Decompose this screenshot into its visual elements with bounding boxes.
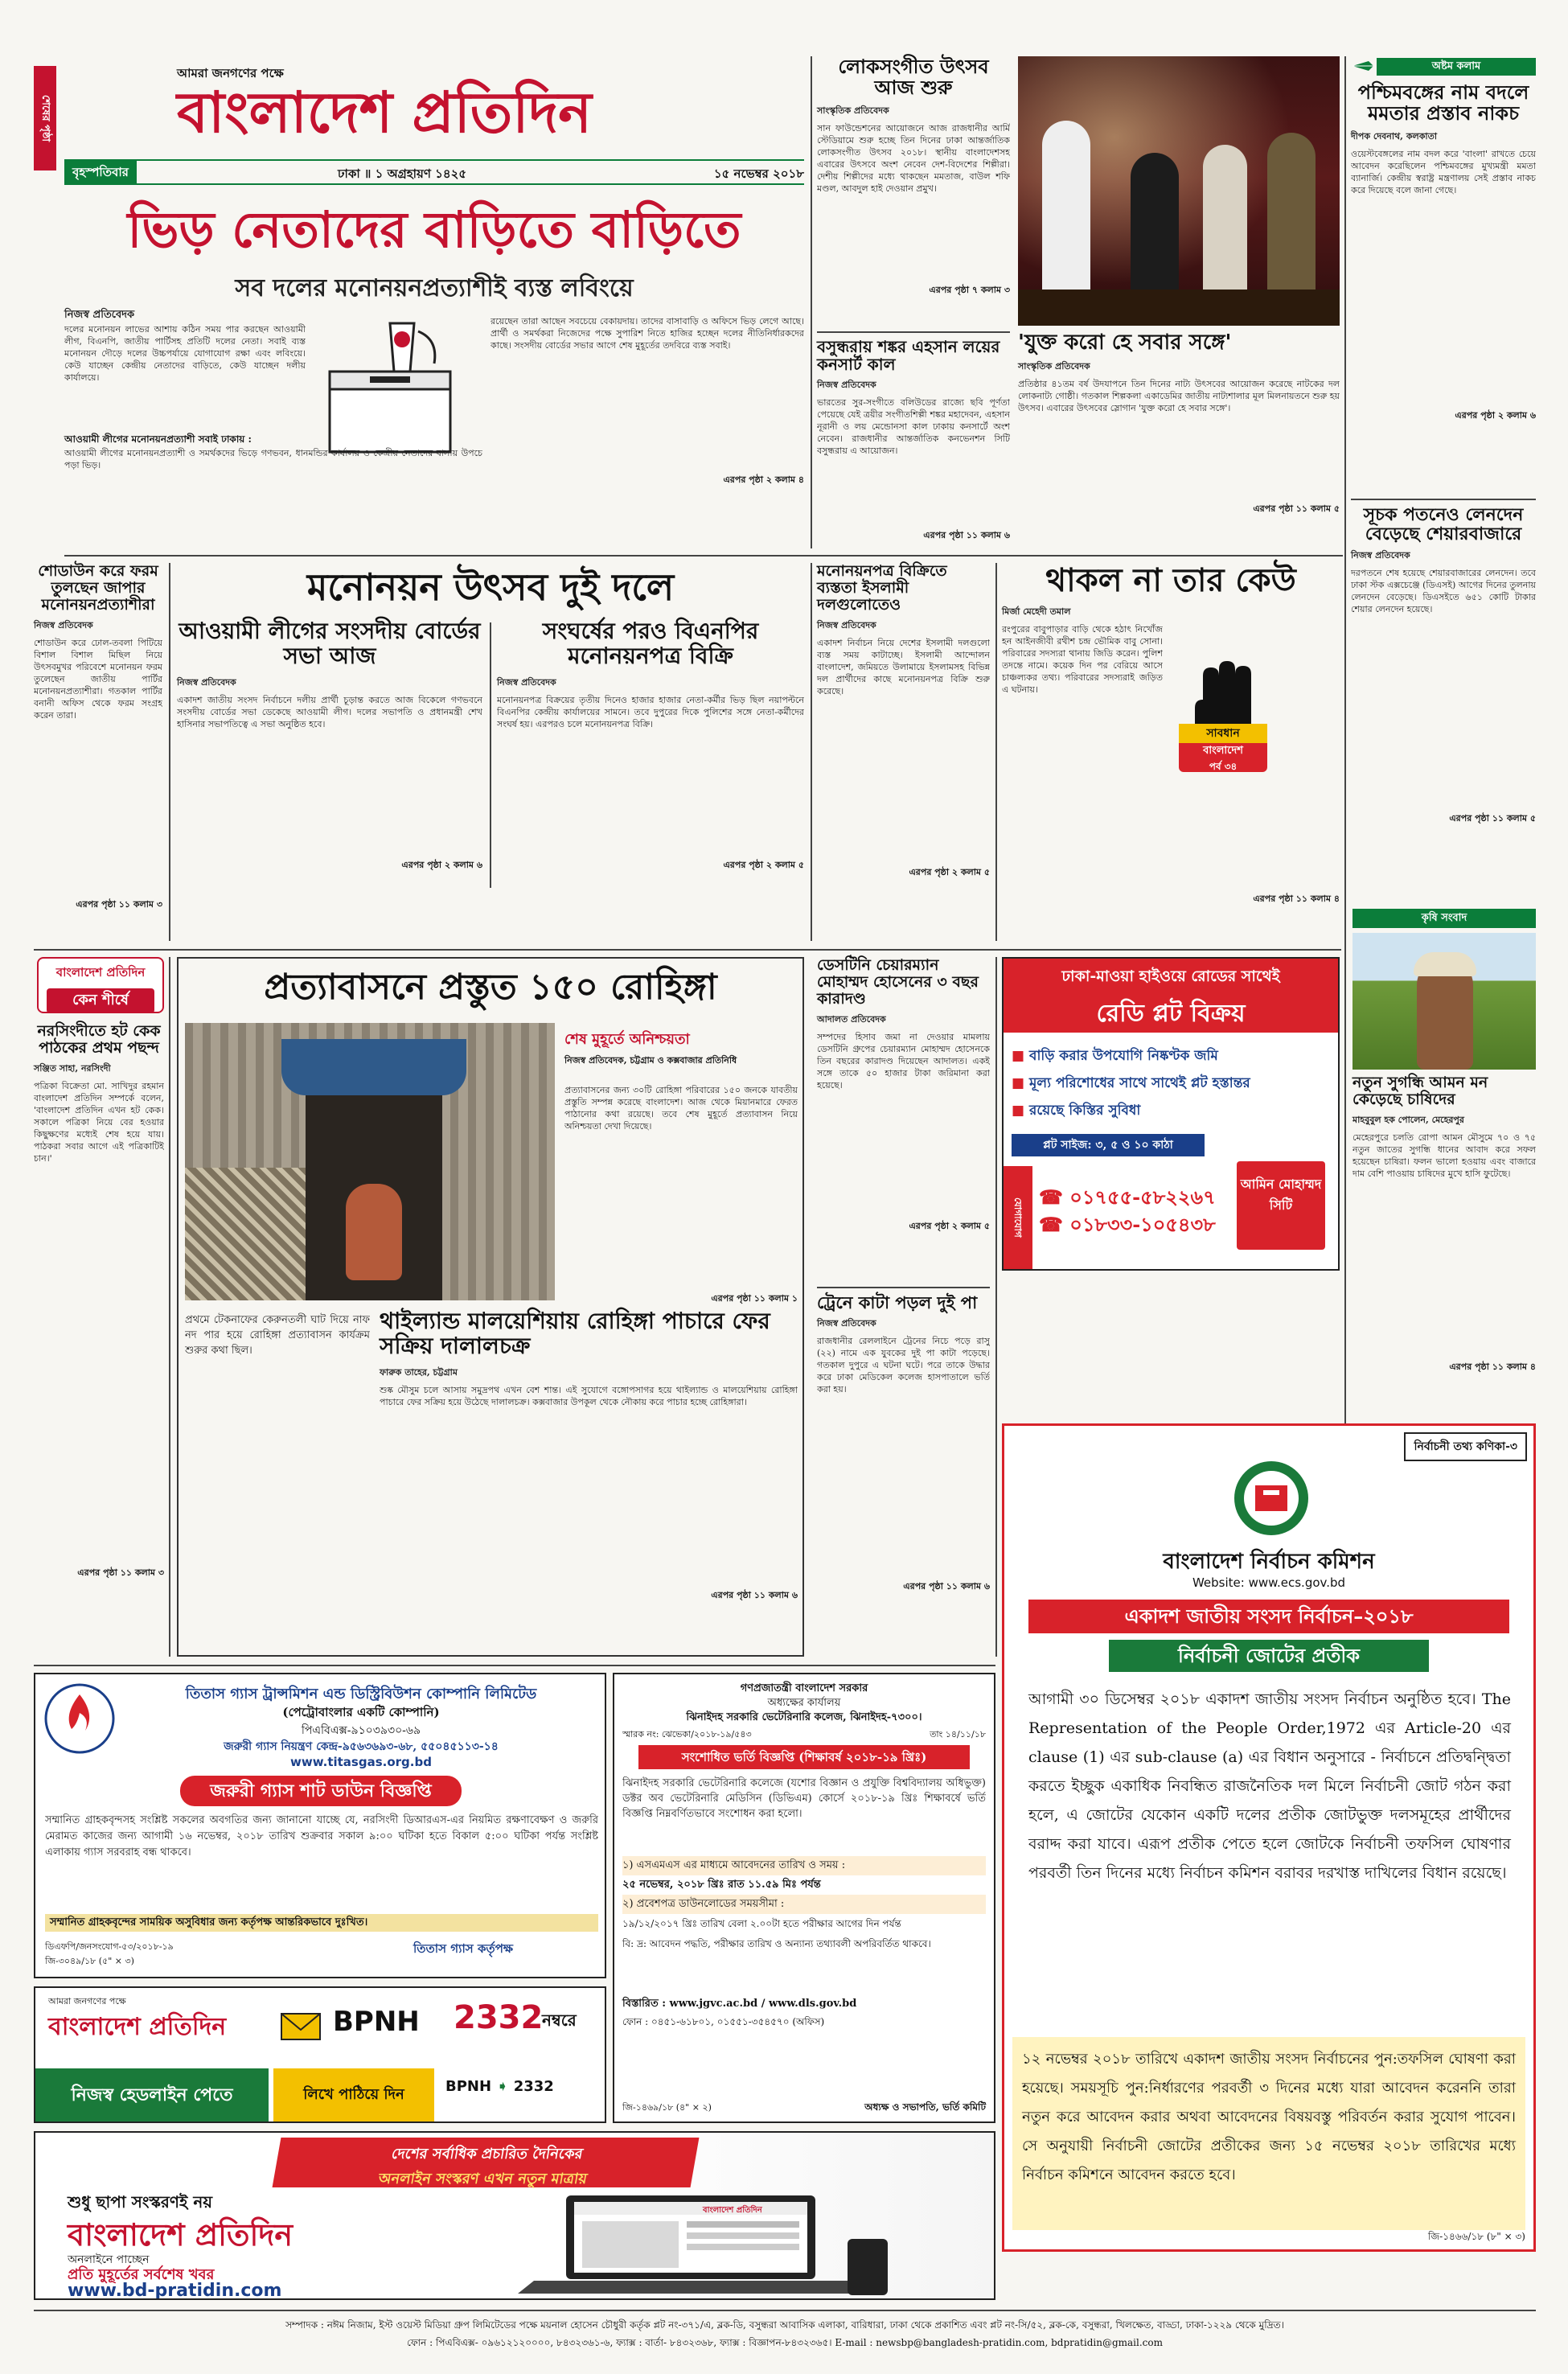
ec-code: জি-১৪৬৬/১৮ (৮" × ৩) [1428, 2231, 1525, 2242]
titas-code1: ডিএফপি/জনসংযোগ-৫৩/২০১৮-১৯ [45, 1941, 174, 1952]
showdown-body: শোডাউন করে ঢোল-তবলা পিটিয়ে বিশাল বিশাল মিছিল নিয়ে উৎসবমুখর পরিবেশে মনোনয়ন ফরম তুলেছেন জাতীয় পার্টির মনোনয়নপ্রত্যাশীরা। গতকাল পার্টির বনানী অফিস থেকে ফরম সংগ্রহ করেন তারা। [34, 637, 162, 721]
titas-body: সম্মানিত গ্রাহকবৃন্দসহ সংশ্লিষ্ট সকলের অবগতির জন্য জানানো যাচ্ছে যে, নরসিংদী ডিআরএস-এর নিয়মিত রক্ষণাবেক্ষণ ও জরুরি মেরামত কাজের জন্য আগামী ১৬ নভেম্বর, ২০১৮ তারিখ শুক্রবার সকাল ৯:০০ ঘটিকা হতে বিকাল ৫:০০ ঘটিকা পর্যন্ত সংশ্লিষ্ট এলাকায় গ্যাস সরবরাহ বন্ধ থাকবে। [45, 1814, 598, 1859]
jukto-cont: এরপর পৃষ্ঠা ১১ কলাম ৫ [1253, 503, 1340, 514]
jh-office: অধ্যক্ষের কার্যালয় [767, 1697, 841, 1709]
laptop-screen-logo: বাংলাদেশ প্রতিদিন [703, 2206, 762, 2215]
ballot-illustration [314, 315, 482, 460]
titas-pabx: পিএবিএক্স-৯১০৩৯৩০-৬৯ [301, 1724, 421, 1737]
jh-rows: ১) এসএমএস এর মাধ্যমে আবেদনের তারিখ ও সময় : ২৫ নভেম্বর, ২০১৮ খ্রিঃ রাত ১১.৫৯ মিঃ পর্যন্ত ২) প্রবেশপত্র ডাউনলোডের সময়সীমা : ১৯/১২/২০১৭ খ্রিঃ তারিখ বেলা ২.০০টা হতে পরীক্ষার আগের দিন পর্যন্ত বি: দ্র: আবেদন পদ্ধতি, পরীক্ষার তারিখ ও অন্যান্য তথ্যাবলী অপরিবর্তিত থাকবে। [622, 1856, 986, 1951]
actor-figure-3 [1203, 145, 1247, 298]
festival-block [177, 563, 804, 949]
story-westbengal [1351, 82, 1536, 452]
day: বৃহস্পতিবার [64, 161, 137, 183]
date: ১৫ নভেম্বর ২০১৮ [713, 166, 804, 181]
agri-section: কৃষি সংবাদ [1353, 909, 1536, 928]
rohingya-block [177, 957, 804, 1657]
plot-phones: ☎ ০১৭৫৫-৫৮২২৬৭ ☎ ০১৮৩৩-১০৫৪৩৮ [1039, 1185, 1216, 1236]
jh-date: তাং ১৪/১১/১৮ [930, 1729, 986, 1739]
lead-sublabel: আওয়ামী লীগের মনোনয়নপ্রত্যাশী সবাই ঢাকায় : [64, 433, 252, 445]
westbengal-byline: দীপক দেবনাথ, কলকাতা [1351, 130, 1438, 142]
titas-sub: (পেট্রোবাংলার একটি কোম্পানি) [282, 1705, 440, 1719]
narsingdi-cont: এরপর পৃষ্ঠা ১১ কলাম ৩ [77, 1567, 164, 1578]
agri-headline: নতুন সুগন্ধি আমন মন কেড়েছে চাষিদের [1353, 1074, 1488, 1108]
lead-body-2: আওয়ামী লীগের মনোনয়নপ্রত্যাশী ও সমর্থকদের ভিড়ে গণভবন, ধানমন্ডির কার্যালয় ও কেন্দ্রীয় নেতাদের বাসায় উপচে পড়া ভিড়। [64, 448, 482, 470]
agri-body: মেহেরপুরে চলতি রোপা আমন মৌসুমে ৭০ ও ৭৫ নতুন জাতের সুগন্ধি ধানের আবাদ করে সফল হয়েছেন চাষিরা। ফলন ভালো হওয়ায় এবং বাজারে দাম বেশি পাওয়ায় চাষিদের মুখে হাসি ফুটেছে। [1353, 1132, 1536, 1179]
train-headline: ট্রেনে কাটা পড়ল দুই পা [817, 1292, 978, 1312]
phone-icon: ☎ [1039, 1213, 1070, 1236]
titas-sign: তিতাস গ্যাস কর্তৃপক্ষ [413, 1941, 514, 1956]
islami-cont: এরপর পৃষ্ঠা ২ কলাম ৫ [909, 866, 990, 877]
rohingya-caption: প্রথমে টেকনাফের কেরুনতলী ঘাট দিয়ে নাফ নদ পার হয়ে রোহিঙ্গা প্রত্যাবাসন কার্যক্রম শুরুর কথা ছিল। [185, 1314, 370, 1357]
titas-emergency: জরুরী গ্যাস নিয়ন্ত্রণ কেন্দ্র-৯৫৬৩৬৯৩-৬৮, ৫৫০৪৫১১৩-১৪ [224, 1740, 499, 1753]
lokosangeet-cont: এরপর পৃষ্ঠা ৭ কলাম ৩ [929, 284, 1010, 295]
ec-info-tag: নির্বাচনী তথ্য কণিকা-৩ [1404, 1432, 1527, 1461]
thailand-cont: এরপর পৃষ্ঠা ১১ কলাম ৬ [711, 1589, 798, 1600]
ec-org: বাংলাদেশ নির্বাচন কমিশন [1163, 1550, 1375, 1574]
online-logo: বাংলাদেশ প্রতিদিন [68, 2216, 293, 2253]
sharemarket-body: দরপতনে শেষ হয়েছে শেয়ারবাজারের লেনদেন। তবে ঢাকা স্টক এক্সচেঞ্জে (ডিএসই) আগের দিনের তুলনায় লেনদেন বেড়েছে। ডিএসইতে ৬৫১ কোটি টাকার শেয়ার লেনদেন হয়েছে। [1351, 568, 1536, 615]
footer-contact: ফোন : পিএবিএক্স- ০৯৬১২১২০০০০, ৮৪৩২৩৬১-৬, ফ্যাক্স : বার্তা- ৮৪৩২৩৬৮, ফ্যাক্স : বিজ্ঞাপন-৮৪৩২৩৬৫। E-mail : newsbp@bangladesh-pratidin.com, bdpratidin@gmail.com [407, 2337, 1163, 2348]
festival-right-byline: নিজস্ব প্রতিবেদক [497, 676, 556, 688]
destiny-body: সম্পদের হিসাব জমা না দেওয়ার মামলায় ডেসটিনি গ্রুপের চেয়ারম্যান মোহাম্মদ হোসেনকে তিন বছরের কারাদণ্ড দিয়েছেন আদালত। একই সঙ্গে তাকে ৫০ হাজার টাকা জরিমানা করা হয়েছে। [817, 1031, 990, 1090]
drama-photo [1018, 56, 1340, 326]
festival-left-head: আওয়ামী লীগের সংসদীয় বোর্ডের সভা আজ [179, 618, 481, 669]
online-ad [34, 2131, 995, 2300]
hanging-cloth [281, 1039, 466, 1095]
festival-right-cont: এরপর পৃষ্ঠা ২ কলাম ৫ [723, 859, 804, 870]
titas-code2: জি-৩০৪৯/১৮ (৫" × ৩) [45, 1956, 134, 1966]
jhenaidah-ad [613, 1673, 995, 2123]
section-8th-column: অষ্টম কলাম [1377, 58, 1536, 76]
showdown-byline: নিজস্ব প্রতিবেদক [34, 619, 93, 630]
islami-body: একাদশ নির্বাচন নিয়ে দেশের ইসলামী দলগুলো ব্যস্ত সময় কাটাচ্ছে। ইসলামী আন্দোলন বাংলাদেশ, জমিয়তে উলামায়ে ইসলামসহ বিভিন্ন দল প্রার্থীদের কাছে মনোনয়নপত্র বিক্রি শুরু করেছে। [817, 637, 990, 696]
ec-para2: ১২ নভেম্বর ২০১৮ তারিখে একাদশ জাতীয় সংসদ নির্বাচনের পুন:তফসিল ঘোষণা করা হয়েছে। সময়সূচি পুন:নির্ধারণের পরবর্তী ৩ দিনের মধ্যে যারা আবেদন করেননি তারা নতুন করে আবেদন করার অথবা আবেদনের বিষয়বস্তু পরিবর্তন করার সুযোগ পাবেন। সে অনুযায়ী নির্বাচনী জোটের প্রতীকের জন্য ১৫ নভেম্বর ২০১৮ তারিখের মধ্যে নির্বাচন কমিশনে আবেদন করতে হবে। [1012, 2037, 1525, 2230]
festival-right-body: মনোনয়নপত্র বিক্রয়ের তৃতীয় দিনেও হাজার হাজার নেতা-কর্মীর ভিড় ছিল নয়াপল্টনে বিএনপির কেন্দ্রীয় কার্যালয়ের সামনে। তবে দুপুরের দিকে পুলিশের সঙ্গে নেতা-কর্মীদের সংঘর্ষ হয়। এরপরও চলে মনোনয়নপত্র বিক্রি। [497, 694, 804, 729]
logo: বাংলাদেশ প্রতিদিন [177, 79, 592, 146]
westbengal-body: ওয়েস্টবেঙ্গলের নাম বদল করে 'বাংলা' রাখতে চেয়ে আবেদন করেছিলেন পশ্চিমবঙ্গের মুখ্যমন্ত্রী মমতা ব্যানার্জি। কেন্দ্রীয় স্বরাষ্ট্র মন্ত্রণালয় সেই প্রস্তাব নাকচ করে দিয়েছে বলে জানা গেছে। [1351, 148, 1536, 195]
lokosangeet-headline: লোকসংগীত উৎসব আজ শুরু [838, 55, 989, 100]
sharemarket-cont: এরপর পৃষ্ঠা ১১ কলাম ৫ [1449, 813, 1536, 824]
sharemarket-headline: সূচক পতনেও লেনদেন বেড়েছে শেয়ারবাজারে [1363, 504, 1524, 545]
festival-left-body: একাদশ জাতীয় সংসদ নির্বাচনে দলীয় প্রার্থী চূড়ান্ত করতে আজ বিকেলে গণভবনে সংসদীয় বোর্ডের সভা ডেকেছে আওয়ামী লীগ। দলের সভাপতি ও প্রধানমন্ত্রী শেখ হাসিনার সভাপতিত্বে এ সভা অনুষ্ঠিত হবে। [177, 694, 482, 729]
jukto-body: প্রতিষ্ঠার ৪১তম বর্ষ উদযাপনে তিন দিনের নাট্য উৎসবের আয়োজন করেছে নাটকের দল লোকনাট্য গোষ্ঠী। গতকাল শিল্পকলা একাডেমির জাতীয় নাট্যশালার মূল মিলনায়তনে শুরু হয় উৎসব। এবারের উৎসবের স্লোগান 'যুক্ত করো হে সবার সঙ্গে'। [1018, 378, 1340, 413]
narsingdi-byline: সঞ্জিত সাহা, নরসিংদী [34, 1062, 111, 1074]
ec-para1: আগামী ৩০ ডিসেম্বর ২০১৮ একাদশ জাতীয় সংসদ নির্বাচন অনুষ্ঠিত হবে। The Representation of the People Order,1972 এর Article-20 এর clause (1) এর sub-clause (a) এর বিধান অনুসারে - নির্বাচনে প্রতিদ্বন্দ্বিতা করতে ইচ্ছুক একাধিক নিবন্ধিত রাজনৈতিক দল মিলে নির্বাচনী জোট গঠন করা হলে, এ জোটের যেকোন একটি দলের প্রতীক জোটভুক্ত দলসমূহের প্রার্থীদের বরাদ্দ করা যাবে। এরূপ প্রতীক পেতে হলে জোটকে নির্বাচনী তফসিল ঘোষণার পরবর্তী তিন দিনের মধ্যে নির্বাচন কমিশন বরাবর দরখাস্ত দাখিলের বিধান রয়েছে। [1028, 1690, 1511, 1882]
person-figure [346, 1184, 402, 1280]
islami-byline: নিজস্ব প্রতিবেদক [817, 619, 876, 630]
titas-name: তিতাস গ্যাস ট্রান্সমিশন এন্ড ডিস্ট্রিবিউশন কোম্পানি লিমিটেড [185, 1686, 537, 1702]
festival-left-byline: নিজস্ব প্রতিবেদক [177, 676, 236, 688]
destiny-cont: এরপর পৃষ্ঠা ২ কলাম ৫ [909, 1220, 990, 1231]
plot-brand: আমিন মোহাম্মদ সিটি [1237, 1161, 1325, 1250]
agri-photo [1353, 933, 1536, 1070]
ec-ad [1002, 1423, 1536, 2252]
story-islami [817, 563, 990, 937]
jh-intro: ঝিনাইদহ সরকারি ভেটেরিনারি কলেজে (যশোর বিজ্ঞান ও প্রযুক্তি বিশ্ববিদ্যালয় অধিভুক্ত) ডক্টর অব ভেটেরিনারি মেডিসিন (ডিভিএম) কোর্সে ২০১৮-১৯ খ্রিঃ শিক্ষাবর্ষে ভর্তি বিজ্ঞপ্তি নিম্নবর্ণিতভাবে সংশোধন করা হলো। [622, 1777, 986, 1820]
story-narsingdi [34, 1023, 164, 1658]
ballot-box-icon [314, 315, 482, 460]
online-tag: শুধু ছাপা সংস্করণই নয় [68, 2192, 213, 2212]
bpnh-ad [34, 1986, 606, 2123]
rohingya-headline: প্রত্যাবাসনে প্রস্তুত ১৫০ রোহিঙ্গা [264, 967, 717, 1008]
bamboo-fence [185, 1168, 306, 1300]
jh-gov: গণপ্রজাতন্ত্রী বাংলাদেশ সরকার [740, 1682, 868, 1694]
online-sub1: অনলাইনে পাচ্ছেন [68, 2253, 150, 2266]
narsingdi-headline: নরসিংদীতে হট কেক পাঠকের প্রথম পছন্দ [37, 1022, 161, 1057]
bpnh-logo: বাংলাদেশ প্রতিদিন [48, 2013, 227, 2041]
festival-headline: মনোনয়ন উৎসব দুই দলে [306, 565, 675, 609]
titas-notice: জরুরী গ্যাস শাট ডাউন বিজ্ঞপ্তি [180, 1776, 462, 1806]
lokosangeet-byline: সাংস্কৃতিক প্রতিবেদক [817, 105, 889, 116]
ec-emblem [1231, 1458, 1311, 1538]
plot-ad [1002, 957, 1340, 1271]
jh-memo: স্মারক নং: ঝেভেকা/২০১৮-১৯/৫৪৩ [622, 1729, 752, 1739]
ec-banner: একাদশ জাতীয় সংসদ নির্বাচন–২০১৮ [1028, 1600, 1509, 1633]
mail-icon [277, 2002, 325, 2051]
bpnh-flow: BPNH ➧ 2332 [445, 2078, 554, 2095]
jh-college: ঝিনাইদহ সরকারি ভেটেরিনারি কলেজ, ঝিনাইদহ-৭৩০০। [686, 1711, 922, 1723]
actor-figure-2 [1131, 153, 1179, 298]
jh-sign: অধ্যক্ষ ও সভাপতি, ভর্তি কমিটি [864, 2101, 986, 2113]
festival-right [497, 619, 804, 949]
flame-icon [43, 1682, 116, 1755]
plot-ad-bullets: ■ বাড়ি করার উপযোগি নিষ্কণ্টক জমি ■ মূল্য পরিশোধের সাথে সাথেই প্লট হস্তান্তর ■ রয়েছে কিস্তির সুবিধা [1012, 1048, 1250, 1119]
lead-body-1: দলের মনোনয়ন লাভের আশায় কঠিন সময় পার করছেন আওয়ামী লীগ, বিএনপি, জাতীয় পার্টিসহ প্রতিটি দলের নেতা। সবাই ব্যস্ত মনোনয়ন দৌড়ে দলের উচ্চপর্যায়ে যোগাযোগ রক্ষা এবং লবিংয়ে। কেউ যাচ্ছেন কেন্দ্রীয় নেতাদের বাড়িতে, কেউ যাচ্ছেন দলীয় কার্যালয়ে। [64, 324, 306, 383]
plot-side: যোগাযোগ [1004, 1166, 1032, 1269]
side-label: শেষের পৃষ্ঠা [34, 66, 56, 170]
train-cont: এরপর পৃষ্ঠা ১১ কলাম ৬ [903, 1581, 990, 1592]
tagline: আমরা জনগণের পক্ষে [177, 66, 284, 80]
festival-right-head: সংঘর্ষের পরও বিএনপির মনোনয়নপত্র বিক্রি [542, 618, 759, 669]
nobody-body: রংপুরের বাবুপাড়ার বাড়ি থেকে হঠাৎ নিখোঁজ হন আইনজীবী রথীশ চন্দ্র ভৌমিক বাবু সোনা। পরিবারের সদস্যরা থানায় জিডি করেন। পুলিশ তদন্তে নামে। কয়েক দিন পর বেরিয়ে আসে চাঞ্চল্যকর তথ্য। পরিবারের সদস্যরাই জড়িত এ ঘটনায়। [1002, 624, 1163, 695]
rohingya-tag: শেষ মুহূর্তে অনিশ্চয়তা [564, 1031, 690, 1048]
train-byline: নিজস্ব প্রতিবেদক [817, 1318, 876, 1329]
westbengal-cont: এরপর পৃষ্ঠা ২ কলাম ৬ [1455, 409, 1536, 421]
caution-badge-label: সাবধান বাংলাদেশ পর্ব ৩৪ [1179, 724, 1267, 772]
bpnh-left-cap: নিজস্ব হেডলাইন পেতে [35, 2068, 269, 2121]
rohingya-byline: নিজস্ব প্রতিবেদক, চট্টগ্রাম ও কক্সবাজার প্রতিনিধি [564, 1055, 737, 1066]
story-train [817, 1287, 990, 1657]
sharemarket-byline: নিজস্ব প্রতিবেদক [1351, 550, 1410, 561]
ec-subbanner: নির্বাচনী জোটের প্রতীক [1109, 1640, 1429, 1672]
online-sub2: প্রতি মুহূর্তের সর্বশেষ খবর [68, 2266, 215, 2283]
jh-web: বিস্তারিত : www.jgvc.ac.bd / www.dls.gov.bd [622, 1998, 857, 2010]
jukto-headline: 'যুক্ত করো হে সবার সঙ্গে' [1018, 331, 1232, 355]
dateline-bar [64, 159, 804, 185]
lead-continued: এরপর পৃষ্ঠা ২ কলাম ৪ [723, 474, 804, 485]
arrow-right-icon: ➧ [496, 2078, 514, 2095]
caution-badge [1171, 659, 1275, 780]
story-sharemarket [1351, 499, 1536, 905]
bpnh-number: 2332 [454, 1999, 544, 2036]
plot-ad-header: ঢাকা-মাওয়া হাইওয়ে রোডের সাথেই রেডি প্লট বিক্রয় [1004, 959, 1338, 1033]
bpnh-num-suffix: নম্বরে [542, 2011, 577, 2030]
bpnh-tagline: আমরা জনগণের পক্ষে [48, 1996, 126, 2006]
rohingya-cont: এরপর পৃষ্ঠা ১১ কলাম ১ [711, 1293, 798, 1304]
actor-figure-4 [1267, 133, 1316, 298]
farmer-headscarf [1414, 952, 1476, 976]
jh-notice: সংশোধিত ভর্তি বিজ্ঞপ্তি (শিক্ষাবর্ষ ২০১৮-১৯ খ্রিঃ) [638, 1745, 970, 1769]
lead-body-3: রয়েছেন তারা আছেন সবচেয়ে বেকায়দায়। তাদের বাসাবাড়ি ও অফিসে ভিড় লেগে আছে। প্রার্থী ও সমর্থকরা নিজেদের পক্ষে সুপারিশ নিতে হাজির হচ্ছেন দলের নীতিনির্ধারকদের কাছে। সংসদীয় বোর্ডের সভার আগে শেষ মুহূর্তের তদবিরে ব্যস্ত সবাই। [491, 316, 804, 351]
ec-emblem-icon [1231, 1458, 1311, 1538]
story-jukto [1018, 331, 1340, 548]
actor-figure-1 [1042, 121, 1090, 298]
titas-ad [34, 1673, 606, 1978]
lokosangeet-body: সান ফাউন্ডেশনের আয়োজনে আজ রাজধানীর আর্মি স্টেডিয়ামে শুরু হচ্ছে তিন দিনের ঢাকা আন্তর্জাতিক লোকসংগীত উৎসব ২০১৮। স্থানীয় বাংলাদেশসহ এবারের উৎসবে অংশ নেবেন দেশ-বিদেশের শিল্পীরা। দেশীয় শিল্পীদের মধ্যে থাকছেন মমতাজ, বাউল শফি মণ্ডল, আবদুল হাই দেওয়ান প্রমুখ। [817, 122, 1010, 194]
bpnh-code: BPNH [333, 2006, 420, 2038]
dateline: ঢাকা ॥ ১ অগ্রহায়ণ ১৪২৫ [338, 166, 467, 181]
story-agri [1353, 1074, 1536, 1420]
festival-left [177, 619, 482, 949]
thailand-story [380, 1309, 798, 1647]
train-body: রাজধানীর রেললাইনে ট্রেনের নিচে পড়ে রাসু (২২) নামে এক যুবকের দুই পা কাটা পড়েছে। গতকাল দুপুরে এ ঘটনা ঘটে। পরে তাকে উদ্ধার করে ঢাকা মেডিকেল কলেজ হাসপাতালে ভর্তি করা হয়। [817, 1336, 990, 1395]
lead-byline: নিজস্ব প্রতিবেদক [64, 309, 135, 321]
pen-icon [1351, 60, 1375, 72]
lead-headline: ভিড় নেতাদের বাড়িতে বাড়িতে [127, 200, 741, 259]
masthead [64, 56, 804, 193]
nobody-byline: মির্জা মেহেদী তমাল [1002, 606, 1071, 617]
ken-shirshe-badge: বাংলাদেশ প্রতিদিন কেন শীর্ষে [37, 957, 164, 1013]
jukto-byline: সাংস্কৃতিক প্রতিবেদক [1018, 360, 1090, 372]
phone-icon: ☎ [1039, 1185, 1070, 1209]
destiny-headline: ডেসটিনি চেয়ারম্যান মোহাম্মদ হোসেনের ৩ বছর কারাদণ্ড [817, 956, 979, 1008]
showdown-headline: শোডাউন করে ফরম তুলছেন জাপার মনোনয়নপ্রত্যাশীরা [38, 562, 158, 614]
jh-code: জি-১৪৬৯/১৮ (৪" × ২) [622, 2102, 712, 2113]
agri-cont: এরপর পৃষ্ঠা ১১ কলাম ৪ [1449, 1361, 1536, 1372]
thailand-body: শুষ্ক মৌসুম চলে আসায় সমুদ্রপথ এখন বেশ শান্ত। এই সুযোগে বঙ্গোপসাগর হয়ে থাইল্যান্ড ও মালয়েশিয়ায় রোহিঙ্গা পাচারে ফের সক্রিয় হয়ে উঠেছে দালালচক্র। কক্সবাজার উপকূল থেকে নৌকায় করে পাচার হচ্ছে রোহিঙ্গারা। [380, 1384, 798, 1407]
lead-subhead: সব দলের মনোনয়নপ্রত্যাশীই ব্যস্ত লবিংয়ে [235, 274, 634, 302]
story-lokosangeet [817, 56, 1010, 322]
plot-size: প্লট সাইজ: ৩, ৫ ও ১০ কাঠা [1012, 1134, 1205, 1156]
footer-imprint: সম্পাদক : নঈম নিজাম, ইস্ট ওয়েস্ট মিডিয়া গ্রুপ লিমিটেডের পক্ষে ময়নাল হোসেন চৌধুরী কর্তৃক প্লট নং-৩৭১/এ, ব্লক-ডি, বসুন্ধরা আবাসিক এলাকা, বারিধারা, ঢাকা থেকে প্রকাশিত এবং প্লট নং-সি/৫২, ব্লক-কে, বসুন্ধরা, খিলক্ষেত, বাড্ডা, ঢাকা-১২২৯ থেকে মুদ্রিত। [285, 2319, 1284, 2331]
thailand-headline: থাইল্যান্ড মালয়েশিয়ায় রোহিঙ্গা পাচারে ফের সক্রিয় দালালচক্র [380, 1308, 770, 1359]
laptop-illustration [518, 2191, 896, 2299]
narsingdi-body: পত্রিকা বিক্রেতা মো. সাখিদুর রহমান বাংলাদেশ প্রতিদিন সম্পর্কে বলেন, 'বাংলাদেশ প্রতিদিন এখন হট কেক। সকালে পত্রিকা নিয়ে বের হওয়ার কিছুক্ষণের মধ্যেই শেষ হয়ে যায়। পাঠকরা সবার আগে এই পত্রিকাটিই চান।' [34, 1080, 164, 1164]
destiny-byline: আদালত প্রতিবেদক [817, 1013, 886, 1025]
rohingya-photo [185, 1023, 555, 1300]
story-nobody [1002, 563, 1340, 937]
boshundhara-byline: নিজস্ব প্রতিবেদক [817, 380, 876, 390]
boshundhara-body: ভারতের সুর-সংগীতে বলিউডের রাজ্যে ছবি পূর্ণতা পেয়েছে যেই ত্রয়ীর সংগীতশিল্পী শঙ্কর মহাদেবন, এহসান নূরানী ও লয় মেন্ডোনসা কাল ঢাকায় কনসার্টে অংশ নেবেন। রাজধানীর আন্তর্জাতিক কনভেনশন সিটি বসুন্ধরায় এ আয়োজন। [817, 397, 1010, 456]
boshundhara-cont: এরপর পৃষ্ঠা ১১ কলাম ৬ [923, 530, 1010, 540]
boshundhara-headline: বসুন্ধরায় শঙ্কর এহসান লয়ের কনসার্ট কাল [817, 337, 1000, 374]
story-boshundhara [817, 331, 1010, 548]
ec-website: Website: www.ecs.gov.bd [1192, 1575, 1346, 1590]
showdown-cont: এরপর পৃষ্ঠা ১১ কলাম ৩ [76, 898, 162, 910]
nobody-cont: এরপর পৃষ্ঠা ১১ কলাম ৪ [1253, 893, 1340, 904]
jh-phone: ফোন : ০৪৫১-৬১৮০১, ০১৫৫১-৩৫৪৫৭০ (অফিস) [622, 2016, 825, 2027]
online-url: www.bd-pratidin.com [68, 2281, 282, 2300]
westbengal-headline: পশ্চিমবঙ্গের নাম বদলে মমতার প্রস্তাব নাকচ [1357, 80, 1529, 125]
online-banner: দেশের সর্বাধিক প্রচারিত দৈনিকের অনলাইন সংস্করণ এখন নতুন মাত্রায় [273, 2138, 700, 2187]
titas-logo [43, 1682, 116, 1755]
nobody-headline: থাকল না তার কেউ [1045, 561, 1296, 599]
story-destiny [817, 957, 990, 1263]
islami-headline: মনোনয়নপত্র বিক্রিতে ব্যস্ততা ইসলামী দলগুলোতেও [817, 562, 947, 614]
titas-web: www.titasgas.org.bd [290, 1755, 432, 1769]
thailand-byline: ফারুক তাহের, চট্টগ্রাম [380, 1366, 458, 1378]
agri-byline: মাহবুবুল হক পোলেন, মেহেরপুর [1353, 1114, 1464, 1125]
titas-apology: সম্মানিত গ্রাহকবৃন্দের সাময়িক অসুবিধার জন্য কর্তৃপক্ষ আন্তরিকভাবে দুঃখিত। [45, 1914, 598, 1932]
story-showdown [34, 563, 162, 949]
bpnh-mid-cap: লিখে পাঠিয়ে দিন [273, 2068, 434, 2121]
rohingya-body: প্রত্যাবাসনের জন্য ৩০টি রোহিঙ্গা পরিবারের ১৫০ জনকে যাবতীয় প্রস্তুতি সম্পন্ন করেছে বাংলাদেশ। আজ থেকে মিয়ানমারে ফেরত পাঠানোর কথা রয়েছে। তবে শেষ মুহূর্তে প্রত্যাবাসন নিয়ে অনিশ্চয়তা দেখা দিয়েছে। [564, 1085, 798, 1132]
festival-left-cont: এরপর পৃষ্ঠা ২ কলাম ৬ [401, 859, 482, 870]
